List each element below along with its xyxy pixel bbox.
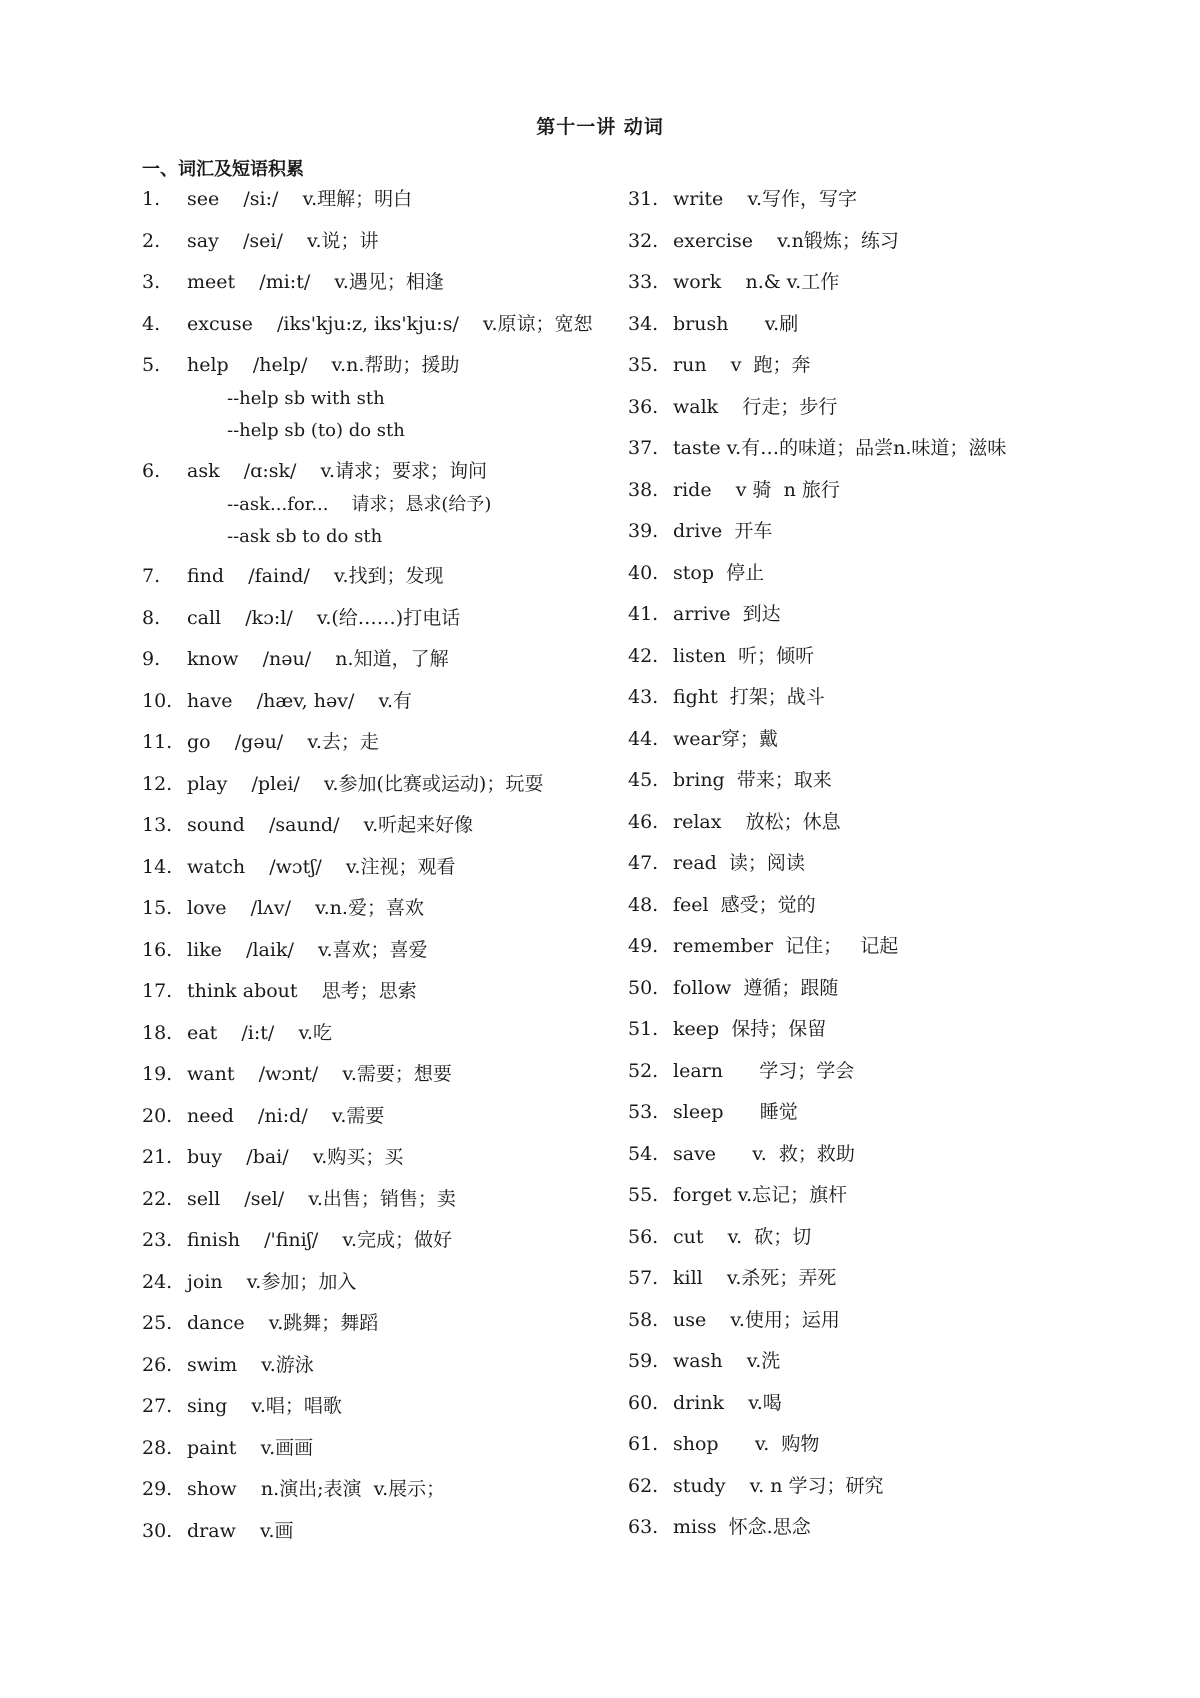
entry-number: 52.: [628, 1059, 659, 1082]
entry-text: know /nəu/ n.知道，了解: [187, 648, 449, 670]
vocab-entry: [142, 1021, 612, 1046]
entry-text: fight 打架；战斗: [673, 686, 825, 708]
entry-number: 60.: [628, 1391, 659, 1414]
vocab-entry: [628, 851, 1098, 876]
entry-number: 45.: [628, 769, 659, 791]
entry-text: read 读；阅读: [673, 852, 805, 874]
entry-number: 55.: [628, 1184, 659, 1206]
vocab-entry: [628, 229, 1098, 254]
vocab-entry: [142, 855, 612, 880]
vocab-entry: [628, 561, 1098, 586]
section-heading: 一、词汇及短语积累: [142, 159, 304, 180]
entry-text: ask /ɑ:sk/ v.请求；要求；询问: [187, 459, 488, 482]
entry-text: sing v.唱；唱歌: [187, 1395, 342, 1417]
vocab-entry: [142, 187, 612, 212]
entry-number: 59.: [628, 1350, 659, 1372]
vocab-entry: [142, 1228, 612, 1253]
entry-number: 54.: [628, 1142, 659, 1165]
vocab-entry: [142, 938, 612, 963]
vocab-entry: [142, 1519, 612, 1544]
entry-text: kill v.杀死；弄死: [673, 1267, 837, 1289]
entry-text: save v. 救；救助: [673, 1142, 855, 1165]
vocab-entry: [628, 353, 1098, 378]
vocab-entry: [628, 478, 1098, 503]
entry-number: 39.: [628, 520, 659, 542]
vocab-entry: [628, 602, 1098, 627]
entry-number: 30.: [142, 1519, 173, 1542]
entry-text: help /help/ v.n.帮助；援助: [187, 354, 460, 376]
entry-number: 12.: [142, 772, 173, 795]
entry-number: 28.: [142, 1436, 173, 1459]
vocab-entry: [142, 813, 612, 838]
entry-text: drink v.喝: [673, 1391, 782, 1414]
entry-number: 48.: [628, 893, 659, 916]
entry-number: 13.: [142, 814, 173, 836]
page-title: 第十一讲 动词: [536, 116, 664, 138]
entry-text: draw v.画: [187, 1519, 294, 1542]
entry-number: 38.: [628, 478, 659, 501]
entry-text: buy /bai/ v.购买；买: [187, 1146, 404, 1168]
vocab-entry: [628, 1515, 1098, 1540]
sub-phrase: --ask...for... 请求；恳求(给予): [227, 493, 492, 515]
entry-number: 61.: [628, 1433, 659, 1455]
entry-number: 31.: [628, 188, 659, 210]
entry-text: stop 停止: [673, 561, 765, 584]
vocab-entry: [142, 564, 612, 589]
sub-phrase: --help sb with sth: [227, 388, 385, 409]
entry-number: 8.: [142, 606, 161, 629]
entry-text: learn 学习；学会: [673, 1059, 855, 1082]
entry-text: sound /saund/ v.听起来好像: [187, 814, 474, 836]
entry-number: 19.: [142, 1063, 173, 1085]
entry-text: walk 行走；步行: [673, 395, 838, 418]
entry-text: shop v. 购物: [673, 1433, 820, 1455]
vocab-entry: [142, 1436, 612, 1461]
vocab-entry: [628, 1142, 1098, 1167]
vocab-entry: [142, 1394, 612, 1419]
vocab-entry: [628, 1017, 1098, 1042]
entry-text: exercise v.n锻炼；练习: [673, 229, 899, 252]
vocab-entry: [628, 187, 1098, 212]
vocab-entry: [628, 976, 1098, 1001]
entry-number: 25.: [142, 1312, 173, 1334]
entry-text: forget v.忘记；旗杆: [673, 1184, 848, 1206]
entry-text: love /lʌv/ v.n.爱；喜欢: [187, 897, 424, 919]
entry-number: 2.: [142, 229, 161, 252]
vocab-entry: [628, 1391, 1098, 1416]
vocab-entry: [628, 312, 1098, 337]
entry-number: 6.: [142, 459, 161, 482]
entry-number: 43.: [628, 686, 659, 708]
entry-text: bring 带来；取来: [673, 769, 832, 791]
vocab-entry: [628, 934, 1098, 959]
entry-text: write v.写作，写字: [673, 188, 857, 210]
vocab-entry: [628, 1266, 1098, 1291]
entry-text: taste v.有…的味道；品尝n.味道；滋味: [673, 437, 1007, 459]
entry-text: want /wɔnt/ v.需要；想要: [187, 1063, 452, 1085]
vocab-entry: [628, 395, 1098, 420]
entry-number: 58.: [628, 1308, 659, 1331]
entry-text: excuse /iks'kju:z, iks'kju:s/ v.原谅；宽恕: [187, 312, 593, 335]
entry-number: 20.: [142, 1104, 173, 1127]
entry-number: 3.: [142, 271, 161, 293]
entry-text: cut v. 砍；切: [673, 1225, 812, 1248]
vocab-entry: [628, 519, 1098, 544]
vocab-entry: [628, 1059, 1098, 1084]
vocab-entry: [142, 689, 612, 714]
entry-number: 11.: [142, 731, 173, 753]
vocab-entry: [142, 1104, 612, 1129]
entry-text: call /kɔ:l/ v.(给……)打电话: [187, 606, 461, 629]
entry-number: 41.: [628, 603, 659, 625]
vocab-entry: [142, 1477, 612, 1502]
vocab-entry: [142, 647, 612, 672]
entry-text: follow 遵循；跟随: [673, 976, 839, 999]
entry-number: 15.: [142, 897, 173, 919]
vocab-entry: [628, 1432, 1098, 1457]
entry-number: 56.: [628, 1225, 659, 1248]
entry-number: 62.: [628, 1474, 659, 1497]
entry-number: 36.: [628, 395, 659, 418]
entry-text: eat /i:t/ v.吃: [187, 1021, 332, 1044]
entry-text: sell /sel/ v.出售；销售；卖: [187, 1187, 456, 1210]
entry-text: play /plei/ v.参加(比赛或运动)；玩耍: [187, 772, 544, 795]
entry-text: keep 保持；保留: [673, 1018, 827, 1040]
vocab-entry: [628, 1349, 1098, 1374]
entry-text: use v.使用；运用: [673, 1308, 840, 1331]
vocab-entry: [628, 1183, 1098, 1208]
entry-number: 27.: [142, 1395, 173, 1417]
vocab-entry: [628, 727, 1098, 752]
vocab-entry: [142, 979, 612, 1004]
entry-text: miss 怀念.思念: [673, 1516, 811, 1538]
entry-number: 47.: [628, 852, 659, 874]
vocab-entry: [628, 810, 1098, 835]
entry-number: 7.: [142, 565, 161, 587]
entry-number: 53.: [628, 1101, 659, 1123]
entry-text: feel 感受；觉的: [673, 893, 816, 916]
entry-text: watch /wɔtʃ/ v.注视；观看: [187, 855, 456, 878]
entry-number: 50.: [628, 976, 659, 999]
vocab-entry: [628, 1308, 1098, 1333]
entry-text: sleep 睡觉: [673, 1101, 798, 1123]
entry-number: 29.: [142, 1478, 173, 1500]
entry-number: 24.: [142, 1270, 173, 1293]
vocab-entry: [142, 1270, 612, 1295]
entry-text: drive 开车: [673, 520, 773, 542]
entry-text: think about 思考；思索: [187, 980, 417, 1002]
entry-text: arrive 到达: [673, 603, 781, 625]
entry-number: 9.: [142, 648, 161, 670]
vocab-entry: [142, 1311, 612, 1336]
vocab-entry: [628, 1225, 1098, 1250]
entry-number: 5.: [142, 354, 161, 376]
entry-text: brush v.刷: [673, 312, 799, 335]
vocab-entry: [142, 730, 612, 755]
entry-text: show n.演出;表演 v.展示；: [187, 1478, 446, 1500]
vocab-entry: [628, 1100, 1098, 1125]
entry-number: 35.: [628, 354, 659, 376]
sub-phrase: --help sb (to) do sth: [227, 420, 405, 441]
entry-number: 21.: [142, 1146, 173, 1168]
vocab-entry: [142, 229, 612, 254]
entry-text: wear穿；戴: [673, 727, 778, 750]
vocab-entry: [628, 893, 1098, 918]
entry-text: like /laik/ v.喜欢；喜爱: [187, 938, 428, 961]
left-vocab-column: [142, 187, 612, 1560]
vocab-entry: [142, 353, 612, 442]
entry-text: have /hæv, həv/ v.有: [187, 689, 413, 712]
entry-text: study v. n 学习；研究: [673, 1474, 884, 1497]
entry-text: run v 跑；奔: [673, 354, 811, 376]
vocab-entry: [628, 270, 1098, 295]
vocab-entry: [628, 436, 1098, 461]
vocab-entry: [142, 1353, 612, 1378]
entry-text: go /gəu/ v.去；走: [187, 731, 379, 753]
entry-text: dance v.跳舞；舞蹈: [187, 1312, 379, 1334]
vocab-entry: [142, 1187, 612, 1212]
entry-number: 44.: [628, 727, 659, 750]
entry-number: 17.: [142, 980, 173, 1002]
vocab-entry: [628, 768, 1098, 793]
entry-number: 18.: [142, 1021, 173, 1044]
entry-text: wash v.洗: [673, 1350, 781, 1372]
vocab-entry: [142, 459, 612, 548]
entry-number: 63.: [628, 1516, 659, 1538]
entry-number: 1.: [142, 188, 161, 210]
entry-number: 37.: [628, 437, 659, 459]
entry-text: see /si:/ v.理解；明白: [187, 188, 413, 210]
entry-text: finish /'finiʃ/ v.完成；做好: [187, 1229, 452, 1251]
entry-text: swim v.游泳: [187, 1353, 314, 1376]
entry-number: 22.: [142, 1187, 173, 1210]
entry-text: meet /mi:t/ v.遇见；相逢: [187, 271, 444, 293]
entry-number: 32.: [628, 229, 659, 252]
entry-number: 40.: [628, 561, 659, 584]
vocab-entry: [142, 1062, 612, 1087]
entry-number: 4.: [142, 312, 161, 335]
vocab-entry: [142, 896, 612, 921]
entry-text: find /faind/ v.找到；发现: [187, 565, 444, 587]
entry-number: 46.: [628, 810, 659, 833]
entry-number: 42.: [628, 644, 659, 667]
entry-text: listen 听；倾听: [673, 644, 815, 667]
entry-number: 34.: [628, 312, 659, 335]
entry-number: 14.: [142, 855, 173, 878]
sub-phrase: --ask sb to do sth: [227, 525, 383, 547]
entry-number: 16.: [142, 938, 173, 961]
entry-number: 33.: [628, 271, 659, 293]
entry-text: paint v.画画: [187, 1436, 314, 1459]
entry-text: relax 放松；休息: [673, 810, 841, 833]
vocab-entry: [142, 312, 612, 337]
entry-number: 57.: [628, 1267, 659, 1289]
entry-number: 49.: [628, 935, 659, 957]
entry-text: remember 记住； 记起: [673, 935, 899, 957]
vocab-entry: [628, 685, 1098, 710]
right-vocab-column: [628, 187, 1098, 1557]
entry-text: say /sei/ v.说；讲: [187, 229, 379, 252]
vocab-entry: [628, 1474, 1098, 1499]
entry-number: 10.: [142, 689, 173, 712]
entry-text: work n.& v.工作: [673, 271, 840, 293]
vocab-entry: [142, 772, 612, 797]
vocab-entry: [142, 270, 612, 295]
vocab-entry: [628, 644, 1098, 669]
vocab-entry: [142, 606, 612, 631]
entry-text: join v.参加；加入: [187, 1270, 357, 1293]
vocab-entry: [142, 1145, 612, 1170]
entry-number: 26.: [142, 1353, 173, 1376]
entry-text: ride v 骑 n 旅行: [673, 478, 840, 501]
entry-text: need /ni:d/ v.需要: [187, 1104, 385, 1127]
entry-number: 23.: [142, 1229, 173, 1251]
entry-number: 51.: [628, 1018, 659, 1040]
